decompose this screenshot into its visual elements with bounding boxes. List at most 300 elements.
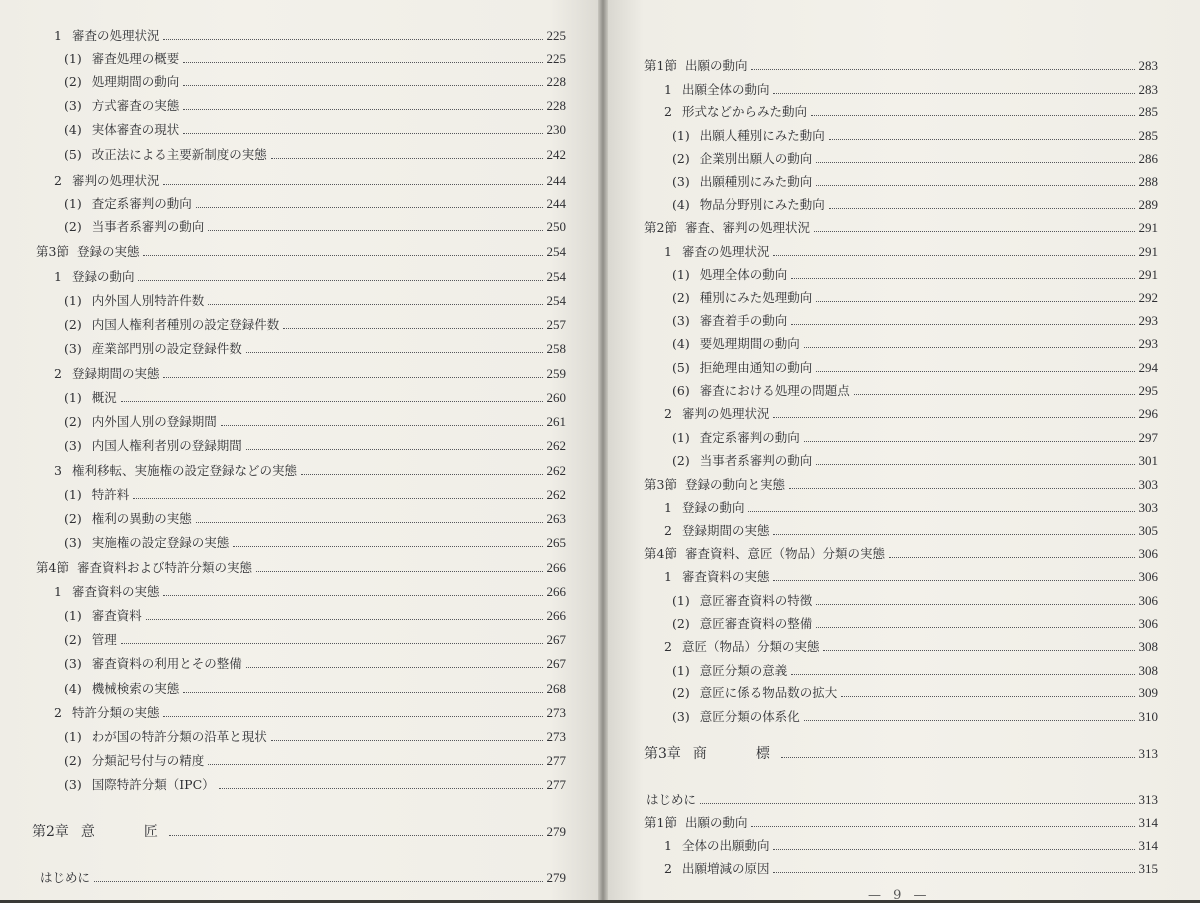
right-page: [608, 0, 1200, 900]
dot-leader: [283, 328, 542, 329]
toc-entry: [664, 100, 1158, 120]
dot-leader: [751, 826, 1134, 827]
dot-leader: [246, 352, 543, 353]
toc-page-number: 263: [546, 511, 566, 526]
toc-entry-title: 商 標: [692, 746, 777, 762]
toc-entry: [64, 143, 566, 163]
toc-page-number: 225: [546, 28, 566, 43]
toc-entry-title: 全体の出願動向: [681, 838, 770, 853]
toc-page-number: 306: [1138, 593, 1158, 608]
toc-entry: [672, 286, 1158, 306]
toc-page-number: 288: [1138, 174, 1158, 189]
dot-leader: [271, 158, 543, 159]
toc-entry: [672, 589, 1158, 609]
toc-entry: [644, 54, 1158, 74]
toc-entry-number: (6): [672, 383, 690, 398]
dot-leader: [183, 133, 542, 134]
toc-entry-number: (2): [64, 219, 82, 234]
dot-leader: [791, 324, 1134, 325]
toc-page-number: 309: [1138, 685, 1158, 700]
toc-entry-number: 第2章: [32, 824, 69, 840]
toc-entry-number: (4): [672, 336, 690, 351]
toc-entry: [646, 788, 1158, 808]
toc-entry-number: (1): [64, 729, 82, 744]
dot-leader: [816, 464, 1134, 465]
toc-entry-title: 当事者系審判の動向: [91, 219, 205, 234]
toc-entry: [54, 701, 566, 721]
toc-page-number: 306: [1138, 569, 1158, 584]
dot-leader: [816, 301, 1134, 302]
toc-entry: [36, 556, 566, 576]
toc-page-number: 244: [546, 173, 566, 188]
left-page: [0, 0, 598, 900]
toc-page-number: 242: [546, 147, 566, 162]
toc-entry-title: 査定系審判の動向: [699, 430, 800, 445]
toc-page-number: 313: [1138, 746, 1158, 761]
toc-entry-title: 登録の動向: [71, 269, 135, 284]
dot-leader: [163, 595, 542, 596]
dot-leader: [773, 872, 1134, 873]
toc-entry-number: 1: [664, 82, 672, 97]
dot-leader: [789, 488, 1135, 489]
toc-entry-number: 2: [664, 523, 672, 538]
toc-page-number: 303: [1138, 500, 1158, 515]
dot-leader: [841, 696, 1134, 697]
dot-leader: [183, 692, 542, 693]
dot-leader: [146, 619, 543, 620]
toc-entry-number: (1): [672, 593, 690, 608]
toc-entry-number: (1): [64, 390, 82, 405]
toc-entry: [64, 70, 566, 90]
toc-entry-title: 審査着手の動向: [699, 313, 788, 328]
toc-entry: [54, 169, 566, 189]
dot-leader: [163, 377, 542, 378]
toc-page-number: 268: [546, 681, 566, 696]
toc-page-number: 262: [546, 438, 566, 453]
toc-entry: [644, 542, 1158, 562]
toc-entry-title: 産業部門別の設定登録件数: [91, 341, 242, 356]
toc-entry-number: 2: [664, 104, 672, 119]
toc-entry-title: 管理: [91, 632, 117, 647]
toc-page-number: 265: [546, 535, 566, 550]
toc-entry-title: 内国人権利者別の登録期間: [91, 438, 242, 453]
toc-entry: [36, 240, 566, 260]
toc-page-number: 261: [546, 414, 566, 429]
toc-page-number: 228: [546, 74, 566, 89]
toc-page-number: 308: [1138, 663, 1158, 678]
toc-entry-title: 出願の動向: [684, 58, 748, 73]
toc-entry-number: 2: [54, 366, 62, 381]
toc-entry-number: (3): [64, 777, 82, 792]
toc-page-number: 228: [546, 98, 566, 113]
book-gutter: [598, 0, 608, 900]
toc-entry-title: 機械検索の実態: [91, 681, 180, 696]
toc-page-number: 285: [1138, 104, 1158, 119]
dot-leader: [196, 207, 543, 208]
toc-entry-title: 処理全体の動向: [699, 267, 788, 282]
dot-leader: [773, 534, 1134, 535]
dot-leader: [829, 208, 1135, 209]
toc-entry-number: 1: [54, 269, 62, 284]
right-toc: [608, 0, 1200, 900]
toc-entry: [64, 410, 566, 430]
toc-entry-title: 内外国人別特許件数: [91, 293, 205, 308]
toc-entry: [672, 449, 1158, 469]
toc-entry-title: 拒絶理由通知の動向: [699, 360, 813, 375]
toc-entry: [64, 313, 566, 333]
toc-entry-title: 物品分野別にみた動向: [699, 197, 825, 212]
toc-entry-title: 出願人種別にみた動向: [699, 128, 825, 143]
toc-entry-title: 審査、審判の処理状況: [684, 220, 810, 235]
toc-entry-number: (1): [672, 128, 690, 143]
toc-entry: [672, 379, 1158, 399]
toc-entry-title: 意匠審査資料の特徴: [699, 593, 813, 608]
dot-leader: [816, 162, 1134, 163]
toc-entry-title: 意 匠: [80, 824, 165, 840]
toc-entry-title: 登録の動向: [681, 500, 745, 515]
toc-entry-number: 2: [664, 406, 672, 421]
toc-entry-number: (3): [672, 313, 690, 328]
toc-entry: [672, 263, 1158, 283]
toc-entry-title: 改正法による主要新制度の実態: [91, 147, 267, 162]
toc-entry: [64, 215, 566, 235]
toc-page-number: 262: [546, 463, 566, 478]
toc-page-number: 258: [546, 341, 566, 356]
dot-leader: [773, 580, 1134, 581]
dot-leader: [816, 604, 1134, 605]
toc-entry-title: 審査における処理の問題点: [699, 383, 850, 398]
toc-entry: [64, 749, 566, 769]
toc-page-number: 308: [1138, 639, 1158, 654]
toc-entry: [672, 356, 1158, 376]
toc-entry-title: 意匠分類の体系化: [699, 709, 800, 724]
toc-entry-title: 登録期間の実態: [681, 523, 770, 538]
dot-leader: [301, 474, 543, 475]
dot-leader: [804, 720, 1135, 721]
toc-page-number: 291: [1138, 267, 1158, 282]
toc-entry-title: 出願増減の原因: [681, 861, 770, 876]
toc-entry-number: (1): [64, 487, 82, 502]
toc-page-number: 230: [546, 122, 566, 137]
toc-entry-number: 第4節: [644, 546, 677, 561]
toc-entry: [54, 362, 566, 382]
toc-entry-number: (1): [64, 293, 82, 308]
toc-entry: [644, 742, 1158, 762]
toc-entry: [664, 857, 1158, 877]
toc-entry-title: 出願種別にみた動向: [699, 174, 813, 189]
toc-entry-title: 種別にみた処理動向: [699, 290, 813, 305]
toc-page-number: 266: [546, 608, 566, 623]
toc-entry-title: 形式などからみた動向: [681, 104, 807, 119]
toc-entry: [664, 240, 1158, 260]
toc-entry-title: 登録期間の実態: [71, 366, 160, 381]
toc-entry: [644, 811, 1158, 831]
toc-entry-number: 3: [54, 463, 62, 478]
toc-entry-number: (2): [64, 632, 82, 647]
dot-leader: [814, 231, 1135, 232]
toc-entry-number: 1: [664, 244, 672, 259]
toc-page-number: 244: [546, 196, 566, 211]
dot-leader: [208, 230, 542, 231]
toc-entry-title: 査定系審判の動向: [91, 196, 192, 211]
toc-entry: [664, 834, 1158, 854]
toc-entry-number: (2): [672, 616, 690, 631]
dot-leader: [219, 788, 543, 789]
toc-entry-title: 実施権の設定登録の実態: [91, 535, 230, 550]
toc-entry-title: 意匠（物品）分類の実態: [681, 639, 820, 654]
toc-entry: [672, 659, 1158, 679]
toc-entry-number: (1): [64, 608, 82, 623]
toc-entry-title: 当事者系審判の動向: [699, 453, 813, 468]
toc-entry-title: 審査資料: [91, 608, 142, 623]
toc-entry: [672, 426, 1158, 446]
toc-entry-number: (1): [672, 430, 690, 445]
dot-leader: [208, 764, 542, 765]
toc-entry-title: わが国の特許分類の沿革と現状: [91, 729, 267, 744]
dot-leader: [143, 255, 542, 256]
toc-entry: [64, 47, 566, 67]
toc-entry-title: 出願の動向: [684, 815, 748, 830]
toc-page-number: 306: [1138, 546, 1158, 561]
dot-leader: [804, 441, 1135, 442]
toc-entry-number: (1): [64, 196, 82, 211]
toc-page-number: 225: [546, 51, 566, 66]
toc-entry: [54, 459, 566, 479]
toc-entry: [644, 473, 1158, 493]
toc-entry: [672, 612, 1158, 632]
toc-page-number: 260: [546, 390, 566, 405]
toc-entry-number: 第4節: [36, 560, 69, 575]
toc-page-number: 291: [1138, 220, 1158, 235]
toc-entry: [54, 580, 566, 600]
toc-entry-number: (2): [64, 74, 82, 89]
toc-entry: [64, 531, 566, 551]
toc-entry: [64, 483, 566, 503]
toc-entry-title: はじめに: [40, 870, 91, 885]
toc-page-number: 266: [546, 560, 566, 575]
dot-leader: [804, 347, 1135, 348]
dot-leader: [773, 849, 1134, 850]
toc-page-number: 314: [1138, 815, 1158, 830]
toc-entry-number: (1): [672, 663, 690, 678]
dot-leader: [233, 546, 542, 547]
toc-entry: [672, 681, 1158, 701]
toc-entry: [672, 705, 1158, 725]
toc-entry: [64, 725, 566, 745]
toc-entry: [54, 265, 566, 285]
toc-entry: [664, 496, 1158, 516]
toc-entry-title: 審査資料の利用とその整備: [91, 656, 242, 671]
toc-page-number: 257: [546, 317, 566, 332]
dot-leader: [169, 835, 543, 836]
toc-entry-number: (3): [672, 174, 690, 189]
dot-leader: [163, 716, 542, 717]
toc-entry-title: 意匠審査資料の整備: [699, 616, 813, 631]
toc-page-number: 254: [546, 244, 566, 259]
toc-entry-title: 権利移転、実施権の設定登録などの実態: [71, 463, 297, 478]
toc-page-number: 283: [1138, 82, 1158, 97]
toc-entry-title: 権利の異動の実態: [91, 511, 192, 526]
toc-page-number: 303: [1138, 477, 1158, 492]
toc-entry-title: 国際特許分類（IPC）: [91, 777, 215, 792]
toc-entry: [664, 402, 1158, 422]
toc-entry-title: 実体審査の現状: [91, 122, 180, 137]
toc-page-number: 296: [1138, 406, 1158, 421]
toc-page-number: 306: [1138, 616, 1158, 631]
dot-leader: [823, 650, 1134, 651]
toc-page-number: 250: [546, 219, 566, 234]
dot-leader: [256, 571, 543, 572]
toc-page-number: 292: [1138, 290, 1158, 305]
toc-page-number: 315: [1138, 861, 1158, 876]
toc-entry-number: (2): [64, 414, 82, 429]
toc-entry-title: 意匠に係る物品数の拡大: [699, 685, 838, 700]
toc-entry: [644, 216, 1158, 236]
toc-entry: [64, 628, 566, 648]
toc-entry: [64, 604, 566, 624]
dot-leader: [816, 371, 1134, 372]
toc-entry-number: 2: [54, 173, 62, 188]
toc-page-number: 277: [546, 753, 566, 768]
toc-entry-number: (2): [672, 151, 690, 166]
toc-entry-number: (4): [64, 681, 82, 696]
dot-leader: [163, 39, 542, 40]
toc-entry: [64, 337, 566, 357]
toc-entry: [32, 820, 566, 840]
toc-entry-number: (2): [672, 685, 690, 700]
toc-page-number: 267: [546, 632, 566, 647]
dot-leader: [773, 255, 1134, 256]
toc-entry-number: 2: [664, 639, 672, 654]
toc-entry-title: 特許分類の実態: [71, 705, 160, 720]
toc-entry: [40, 866, 566, 886]
toc-page-number: 262: [546, 487, 566, 502]
toc-entry-number: (2): [672, 453, 690, 468]
toc-entry-number: (1): [672, 267, 690, 282]
page-folio: — 9 —: [868, 888, 931, 903]
toc-entry-title: 審査資料、意匠（物品）分類の実態: [684, 546, 885, 561]
toc-entry: [672, 124, 1158, 144]
toc-entry: [64, 118, 566, 138]
toc-entry-number: 第2節: [644, 220, 677, 235]
toc-entry-number: 第3節: [644, 477, 677, 492]
toc-entry: [64, 94, 566, 114]
dot-leader: [781, 757, 1135, 758]
toc-entry-title: 審査の処理状況: [681, 244, 770, 259]
dot-leader: [133, 498, 542, 499]
dot-leader: [183, 109, 542, 110]
toc-entry-title: 登録の実態: [76, 244, 140, 259]
toc-page-number: 254: [546, 269, 566, 284]
toc-entry-number: 1: [54, 584, 62, 599]
dot-leader: [773, 93, 1134, 94]
toc-entry-title: 概況: [91, 390, 117, 405]
dot-leader: [183, 62, 542, 63]
toc-page-number: 277: [546, 777, 566, 792]
toc-page-number: 266: [546, 584, 566, 599]
toc-entry-title: 審査資料および特許分類の実態: [76, 560, 252, 575]
toc-entry-number: (2): [64, 511, 82, 526]
toc-entry-title: 意匠分類の意義: [699, 663, 788, 678]
toc-entry-title: 審査資料の実態: [71, 584, 160, 599]
toc-page-number: 273: [546, 729, 566, 744]
toc-page-number: 305: [1138, 523, 1158, 538]
toc-page-number: 297: [1138, 430, 1158, 445]
toc-entry-number: (1): [64, 51, 82, 66]
dot-leader: [751, 69, 1134, 70]
toc-page-number: 259: [546, 366, 566, 381]
toc-entry-number: 第1節: [644, 58, 677, 73]
dot-leader: [246, 449, 543, 450]
toc-entry-number: (4): [672, 197, 690, 212]
toc-entry: [672, 170, 1158, 190]
dot-leader: [121, 643, 543, 644]
toc-entry: [664, 635, 1158, 655]
left-toc: [0, 0, 598, 900]
toc-page-number: 273: [546, 705, 566, 720]
dot-leader: [196, 522, 543, 523]
toc-entry-number: 1: [664, 500, 672, 515]
toc-entry: [54, 24, 566, 44]
toc-entry-title: 処理期間の動向: [91, 74, 180, 89]
toc-entry-number: (4): [64, 122, 82, 137]
toc-page-number: 283: [1138, 58, 1158, 73]
toc-entry: [64, 289, 566, 309]
toc-entry-number: 第3節: [36, 244, 69, 259]
toc-entry-number: (2): [64, 317, 82, 332]
toc-page-number: 289: [1138, 197, 1158, 212]
dot-leader: [811, 115, 1135, 116]
dot-leader: [854, 394, 1135, 395]
toc-page-number: 279: [546, 870, 566, 885]
toc-page-number: 310: [1138, 709, 1158, 724]
toc-entry-number: 1: [664, 569, 672, 584]
toc-entry: [64, 677, 566, 697]
toc-entry: [664, 78, 1158, 98]
toc-entry-title: 分類記号付与の精度: [91, 753, 205, 768]
toc-entry-title: 審査資料の実態: [681, 569, 770, 584]
toc-entry-title: 審判の処理状況: [681, 406, 770, 421]
toc-entry: [64, 507, 566, 527]
dot-leader: [94, 881, 542, 882]
dot-leader: [271, 740, 543, 741]
dot-leader: [121, 401, 543, 402]
dot-leader: [163, 184, 542, 185]
toc-page-number: 294: [1138, 360, 1158, 375]
toc-page-number: 267: [546, 656, 566, 671]
toc-entry-number: 2: [54, 705, 62, 720]
dot-leader: [829, 139, 1135, 140]
dot-leader: [183, 85, 542, 86]
toc-page-number: 293: [1138, 313, 1158, 328]
toc-entry-number: 1: [54, 28, 62, 43]
toc-entry-title: 方式審査の実態: [91, 98, 180, 113]
toc-entry-number: (3): [64, 656, 82, 671]
toc-entry-number: (5): [672, 360, 690, 375]
toc-entry-title: 審判の処理状況: [71, 173, 160, 188]
dot-leader: [791, 278, 1134, 279]
toc-entry-title: 内外国人別の登録期間: [91, 414, 217, 429]
toc-entry: [672, 147, 1158, 167]
toc-entry-title: 特許料: [91, 487, 130, 502]
toc-page-number: 301: [1138, 453, 1158, 468]
toc-entry: [672, 193, 1158, 213]
toc-page-number: 291: [1138, 244, 1158, 259]
toc-entry-number: (3): [64, 341, 82, 356]
dot-leader: [791, 674, 1134, 675]
toc-entry-number: 1: [664, 838, 672, 853]
dot-leader: [773, 417, 1134, 418]
